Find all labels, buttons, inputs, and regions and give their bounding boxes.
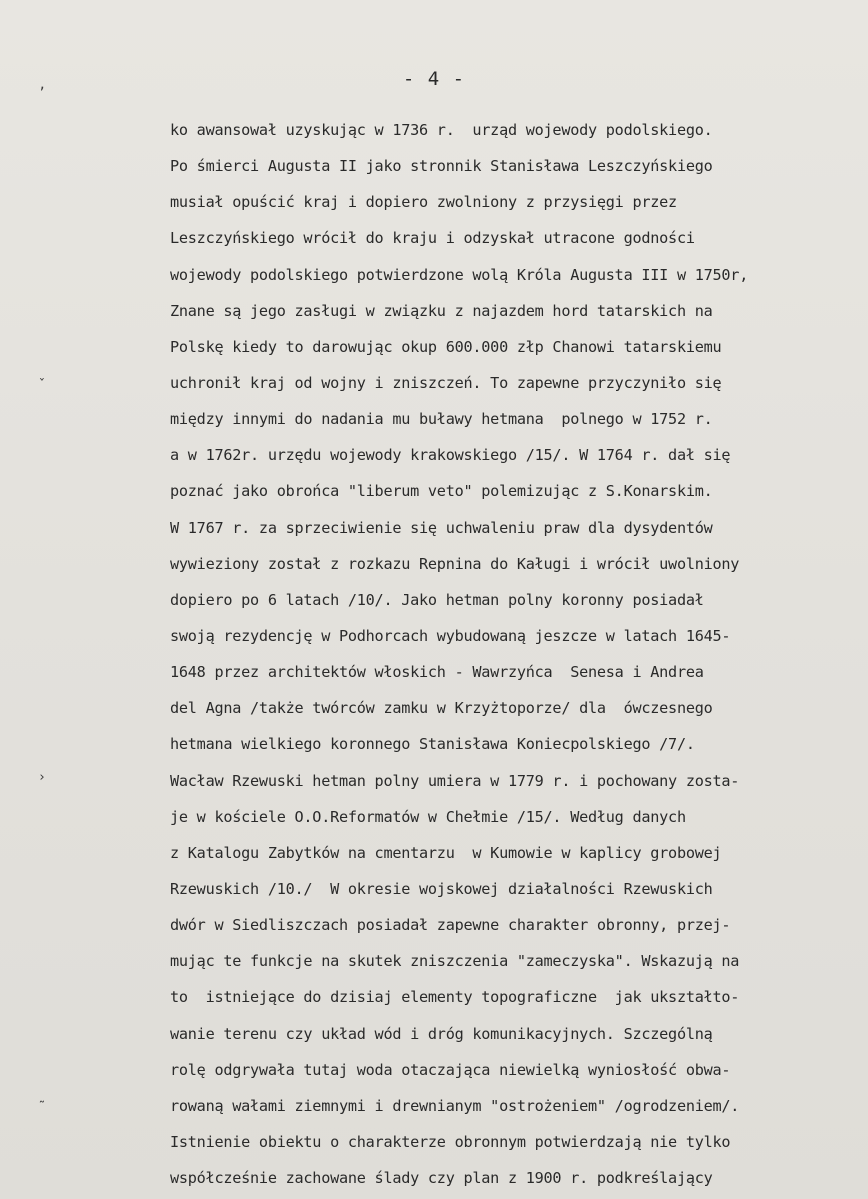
text-line: Istnienie obiektu o charakterze obronnym potwierdzają nie tylko — [170, 1132, 731, 1151]
text-line: rolę odgrywała tutaj woda otaczająca niewielką wyniosłość obwa- — [170, 1060, 731, 1079]
text-line: Rzewuskich /10./ W okresie wojskowej działalności Rzewuskich — [170, 879, 713, 898]
margin-mark: ˇ — [38, 378, 46, 393]
text-line: to istniejące do dzisiaj elementy topograficzne jak ukształto- — [170, 988, 740, 1007]
text-line: dwór w Siedliszczach posiadał zapewne charakter obronny, przej- — [170, 916, 731, 935]
text-line: mując te funkcje na skutek zniszczenia "zameczyska". Wskazują na — [170, 952, 740, 971]
text-line: rowaną wałami ziemnymi i drewnianym "ostrożeniem" /ogrodzeniem/. — [170, 1096, 740, 1115]
text-line: wojewody podolskiego potwierdzone wolą Króla Augusta III w 1750r, — [170, 265, 749, 284]
text-line: W 1767 r. za sprzeciwienie się uchwaleniu praw dla dysydentów — [170, 518, 713, 537]
text-line: 1648 przez architektów włoskich - Wawrzyńca Senesa i Andrea — [170, 663, 704, 682]
text-line: dopiero po 6 latach /10/. Jako hetman polny koronny posiadał — [170, 590, 704, 609]
text-line: musiał opuścić kraj i dopiero zwolniony z przysięgi przez — [170, 193, 677, 212]
text-line: wanie terenu czy układ wód i dróg komunikacyjnych. Szczególną — [170, 1024, 713, 1043]
text-line: z Katalogu Zabytków na cmentarzu w Kumowie w kaplicy grobowej — [170, 843, 722, 862]
text-line: Leszczyńskiego wrócił do kraju i odzyskał utracone godności — [170, 229, 695, 248]
text-line: Znane są jego zasługi w związku z najazdem hord tatarskich na — [170, 301, 713, 320]
text-line: del Agna /także twórców zamku w Krzyżtoporze/ dla ówczesnego — [170, 699, 713, 718]
margin-mark: ˜ — [38, 1100, 46, 1115]
page-number: - 4 - — [402, 68, 466, 90]
text-line: Wacław Rzewuski hetman polny umiera w 1779 r. i pochowany zosta- — [170, 771, 740, 790]
body-text — [170, 112, 868, 1196]
text-line: ko awansował uzyskując w 1736 r. urząd wojewody podolskiego. — [170, 121, 713, 139]
text-line: a w 1762r. urzędu wojewody krakowskiego /15/. W 1764 r. dał się — [170, 446, 731, 465]
text-line: współcześnie zachowane ślady czy plan z 1900 r. podkreślający — [170, 1169, 713, 1188]
margin-mark: ʼ — [38, 86, 46, 101]
text-line: Polskę kiedy to darowując okup 600.000 złp Chanowi tatarskiemu — [170, 337, 722, 356]
text-line: swoją rezydencję w Podhorcach wybudowaną jeszcze w latach 1645- — [170, 626, 731, 645]
text-line: je w kościele O.O.Reformatów w Chełmie /15/. Według danych — [170, 807, 686, 826]
text-line: uchronił kraj od wojny i zniszczeń. To zapewne przyczyniło się — [170, 373, 722, 392]
text-line: między innymi do nadania mu buławy hetmana polnego w 1752 r. — [170, 410, 713, 429]
text-line: poznać jako obrońca "liberum veto" polemizując z S.Konarskim. — [170, 482, 713, 501]
text-line: Po śmierci Augusta II jako stronnik Stanisława Leszczyńskiego — [170, 157, 713, 176]
margin-mark: › — [38, 770, 46, 785]
text-line: hetmana wielkiego koronnego Stanisława Koniecpolskiego /7/. — [170, 735, 695, 754]
text-line: wywieziony został z rozkazu Repnina do Kaługi i wrócił uwolniony — [170, 554, 740, 573]
